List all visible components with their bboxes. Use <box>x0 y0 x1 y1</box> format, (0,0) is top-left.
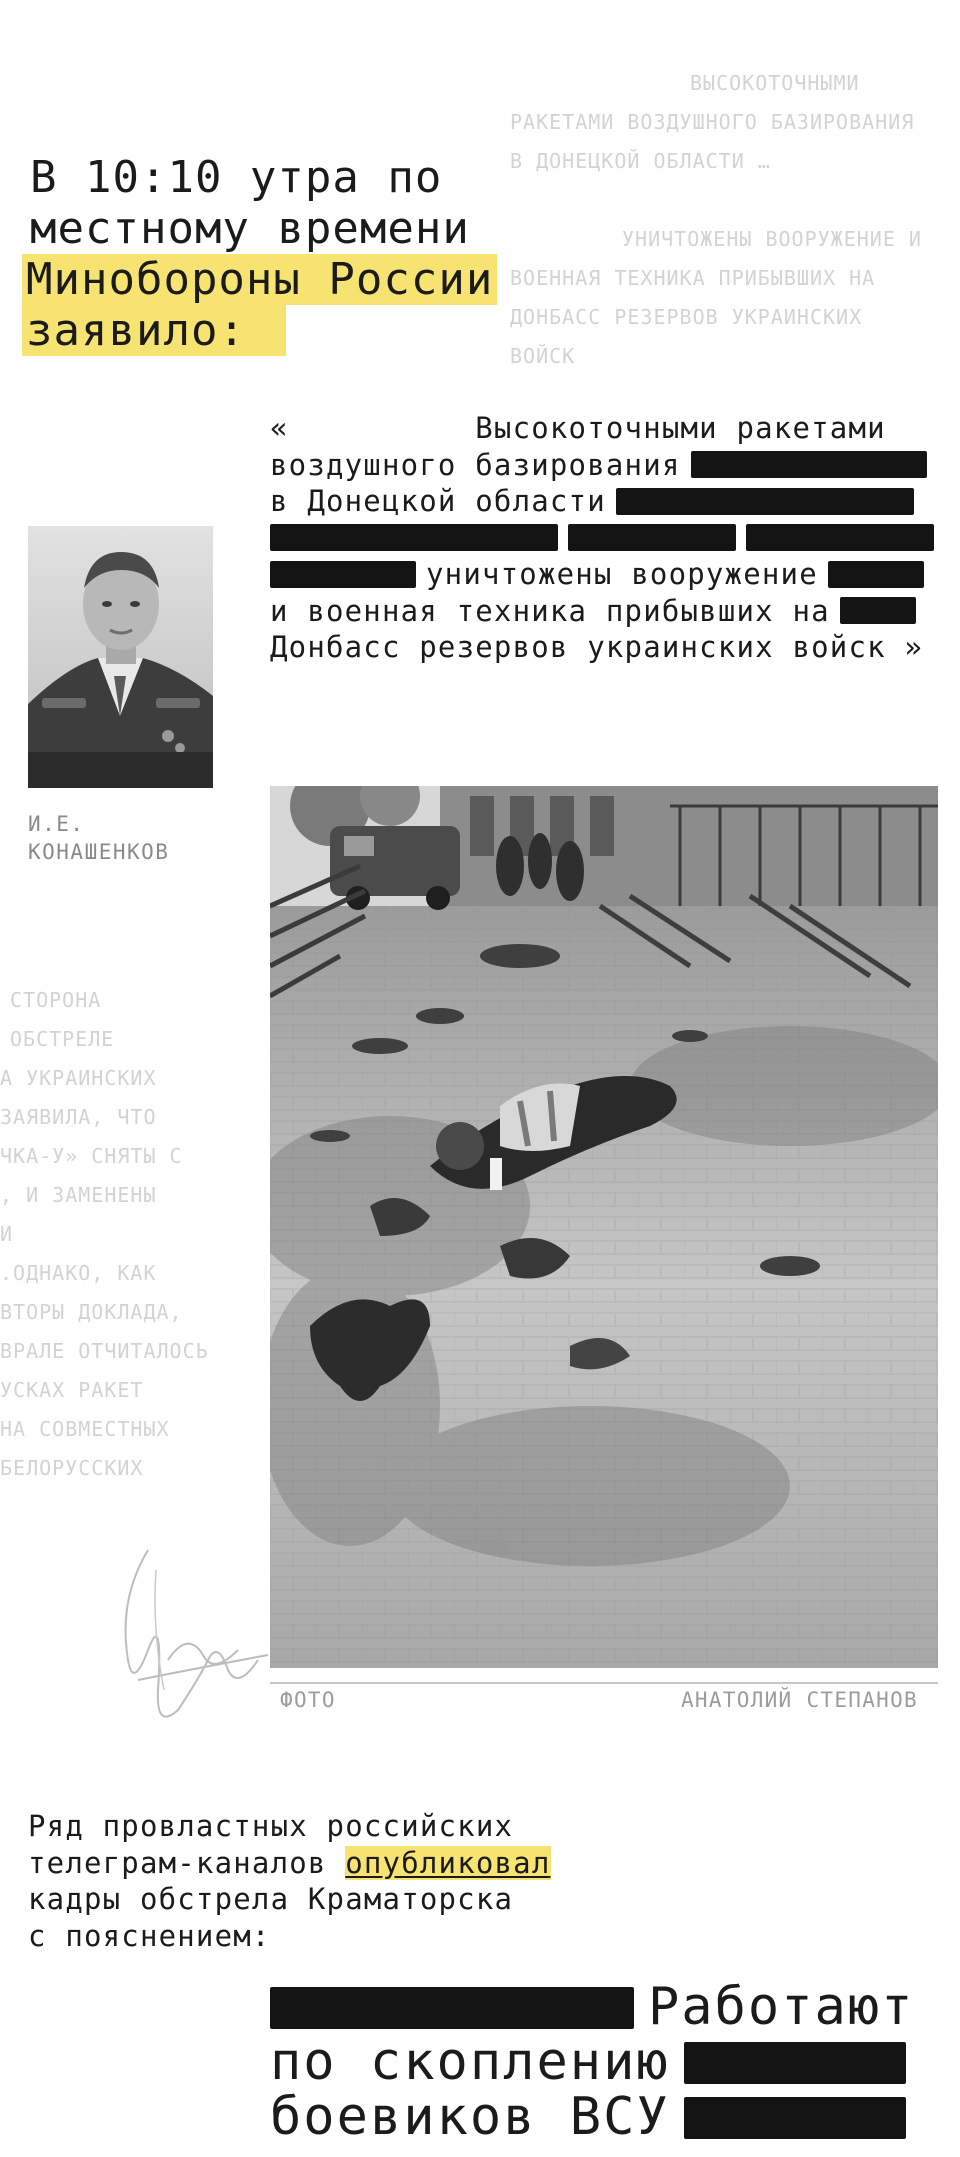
photo-scene <box>270 786 938 1668</box>
closing-line: по скоплению <box>270 2032 670 2092</box>
quote-line: воздушного базирования <box>270 447 681 482</box>
ghost-line: ЗАЯВИЛА, ЧТО <box>0 1105 157 1129</box>
portrait-caption <box>28 810 169 866</box>
ghost-line: А УКРАИНСКИХ <box>0 1066 157 1090</box>
redaction-bar <box>568 524 736 551</box>
main-photo <box>270 786 938 1668</box>
quote-line: Донбасс резервов украинских войск » <box>270 630 924 664</box>
ghost-line: ВОЕННАЯ ТЕХНИКА ПРИБЫВШИХ НА <box>510 266 876 290</box>
headline-line: местному времени <box>30 203 470 254</box>
ghost-text-top <box>510 64 922 376</box>
quote-line: уничтожены вооружение <box>426 557 818 591</box>
closing-line: Работают <box>648 1977 915 2037</box>
photo-label: ФОТО <box>280 1688 336 1712</box>
redaction-bar <box>691 451 927 478</box>
quote-line: « Высокоточными ракетами <box>270 411 886 445</box>
headline <box>26 152 497 356</box>
redacted-quote <box>270 410 938 666</box>
ghost-line: НА СОВМЕСТНЫХ <box>0 1417 170 1441</box>
redaction-bar <box>616 488 914 515</box>
portrait-photo <box>28 526 213 788</box>
closing-quote <box>270 1977 938 2147</box>
ghost-line: ВРАЛЕ ОТЧИТАЛОСЬ <box>0 1339 209 1363</box>
portrait-redaction-band <box>28 752 213 788</box>
paragraph-line: Ряд провластных российских <box>28 1809 514 1843</box>
ghost-line: РАКЕТАМИ ВОЗДУШНОГО БАЗИРОВАНИЯ <box>510 110 915 134</box>
ghost-line: БЕЛОРУССКИХ <box>0 1456 144 1480</box>
signature-scribble <box>108 1540 278 1740</box>
quote-line: в Донецкой области <box>270 484 606 518</box>
ghost-line: ОБСТРЕЛЕ <box>10 1027 115 1051</box>
headline-highlight: заявило: <box>22 305 286 356</box>
paragraph-line: телеграм-каналов <box>28 1845 327 1880</box>
ghost-line: , И ЗАМЕНЕНЫ <box>0 1183 157 1207</box>
published-link[interactable]: опубликовал <box>345 1845 551 1880</box>
ghost-line: УНИЧТОЖЕНЫ ВООРУЖЕНИЕ И <box>622 227 922 251</box>
ghost-line: ЧКА-У» СНЯТЫ С <box>0 1144 183 1168</box>
caption-line: КОНАШЕНКОВ <box>28 840 170 864</box>
ghost-line: СТОРОНА <box>10 988 102 1012</box>
quote-line: и военная техника прибывших на <box>270 593 830 628</box>
ghost-line: В ДОНЕЦКОЙ ОБЛАСТИ … <box>510 149 771 173</box>
ghost-line: ВТОРЫ ДОКЛАДА, <box>0 1300 183 1324</box>
ghost-text-left <box>0 981 209 1488</box>
ghost-line <box>510 181 922 220</box>
ghost-line: УСКАХ РАКЕТ <box>0 1378 144 1402</box>
redaction-bar <box>828 561 924 588</box>
photo-divider <box>270 1682 938 1684</box>
redaction-bar <box>270 524 558 551</box>
intro-paragraph <box>28 1808 551 1954</box>
ghost-line: ДОНБАСС РЕЗЕРВОВ УКРАИНСКИХ <box>510 305 863 329</box>
ghost-line: ВОЙСК <box>510 344 576 368</box>
redaction-bar <box>270 1987 634 2029</box>
headline-line: В 10:10 утра по <box>30 152 443 203</box>
redaction-bar <box>684 2042 906 2084</box>
redaction-bar <box>746 524 934 551</box>
ghost-line: ВЫСОКОТОЧНЫМИ <box>690 71 860 95</box>
closing-line: боевиков ВСУ <box>270 2087 670 2147</box>
redaction-bar <box>684 2097 906 2139</box>
headline-highlight: Минобороны России <box>22 254 497 305</box>
portrait-illustration <box>28 526 213 788</box>
ghost-line: И <box>0 1222 14 1246</box>
ghost-line: .ОДНАКО, КАК <box>0 1261 157 1285</box>
redaction-bar <box>840 597 916 624</box>
caption-line: И.Е. <box>28 812 85 836</box>
photo-credit: АНАТОЛИЙ СТЕПАНОВ <box>680 1688 918 1712</box>
paragraph-line: кадры обстрела Краматорска <box>28 1882 514 1916</box>
redaction-bar <box>270 561 416 588</box>
paragraph-line: с пояснением: <box>28 1918 271 1953</box>
